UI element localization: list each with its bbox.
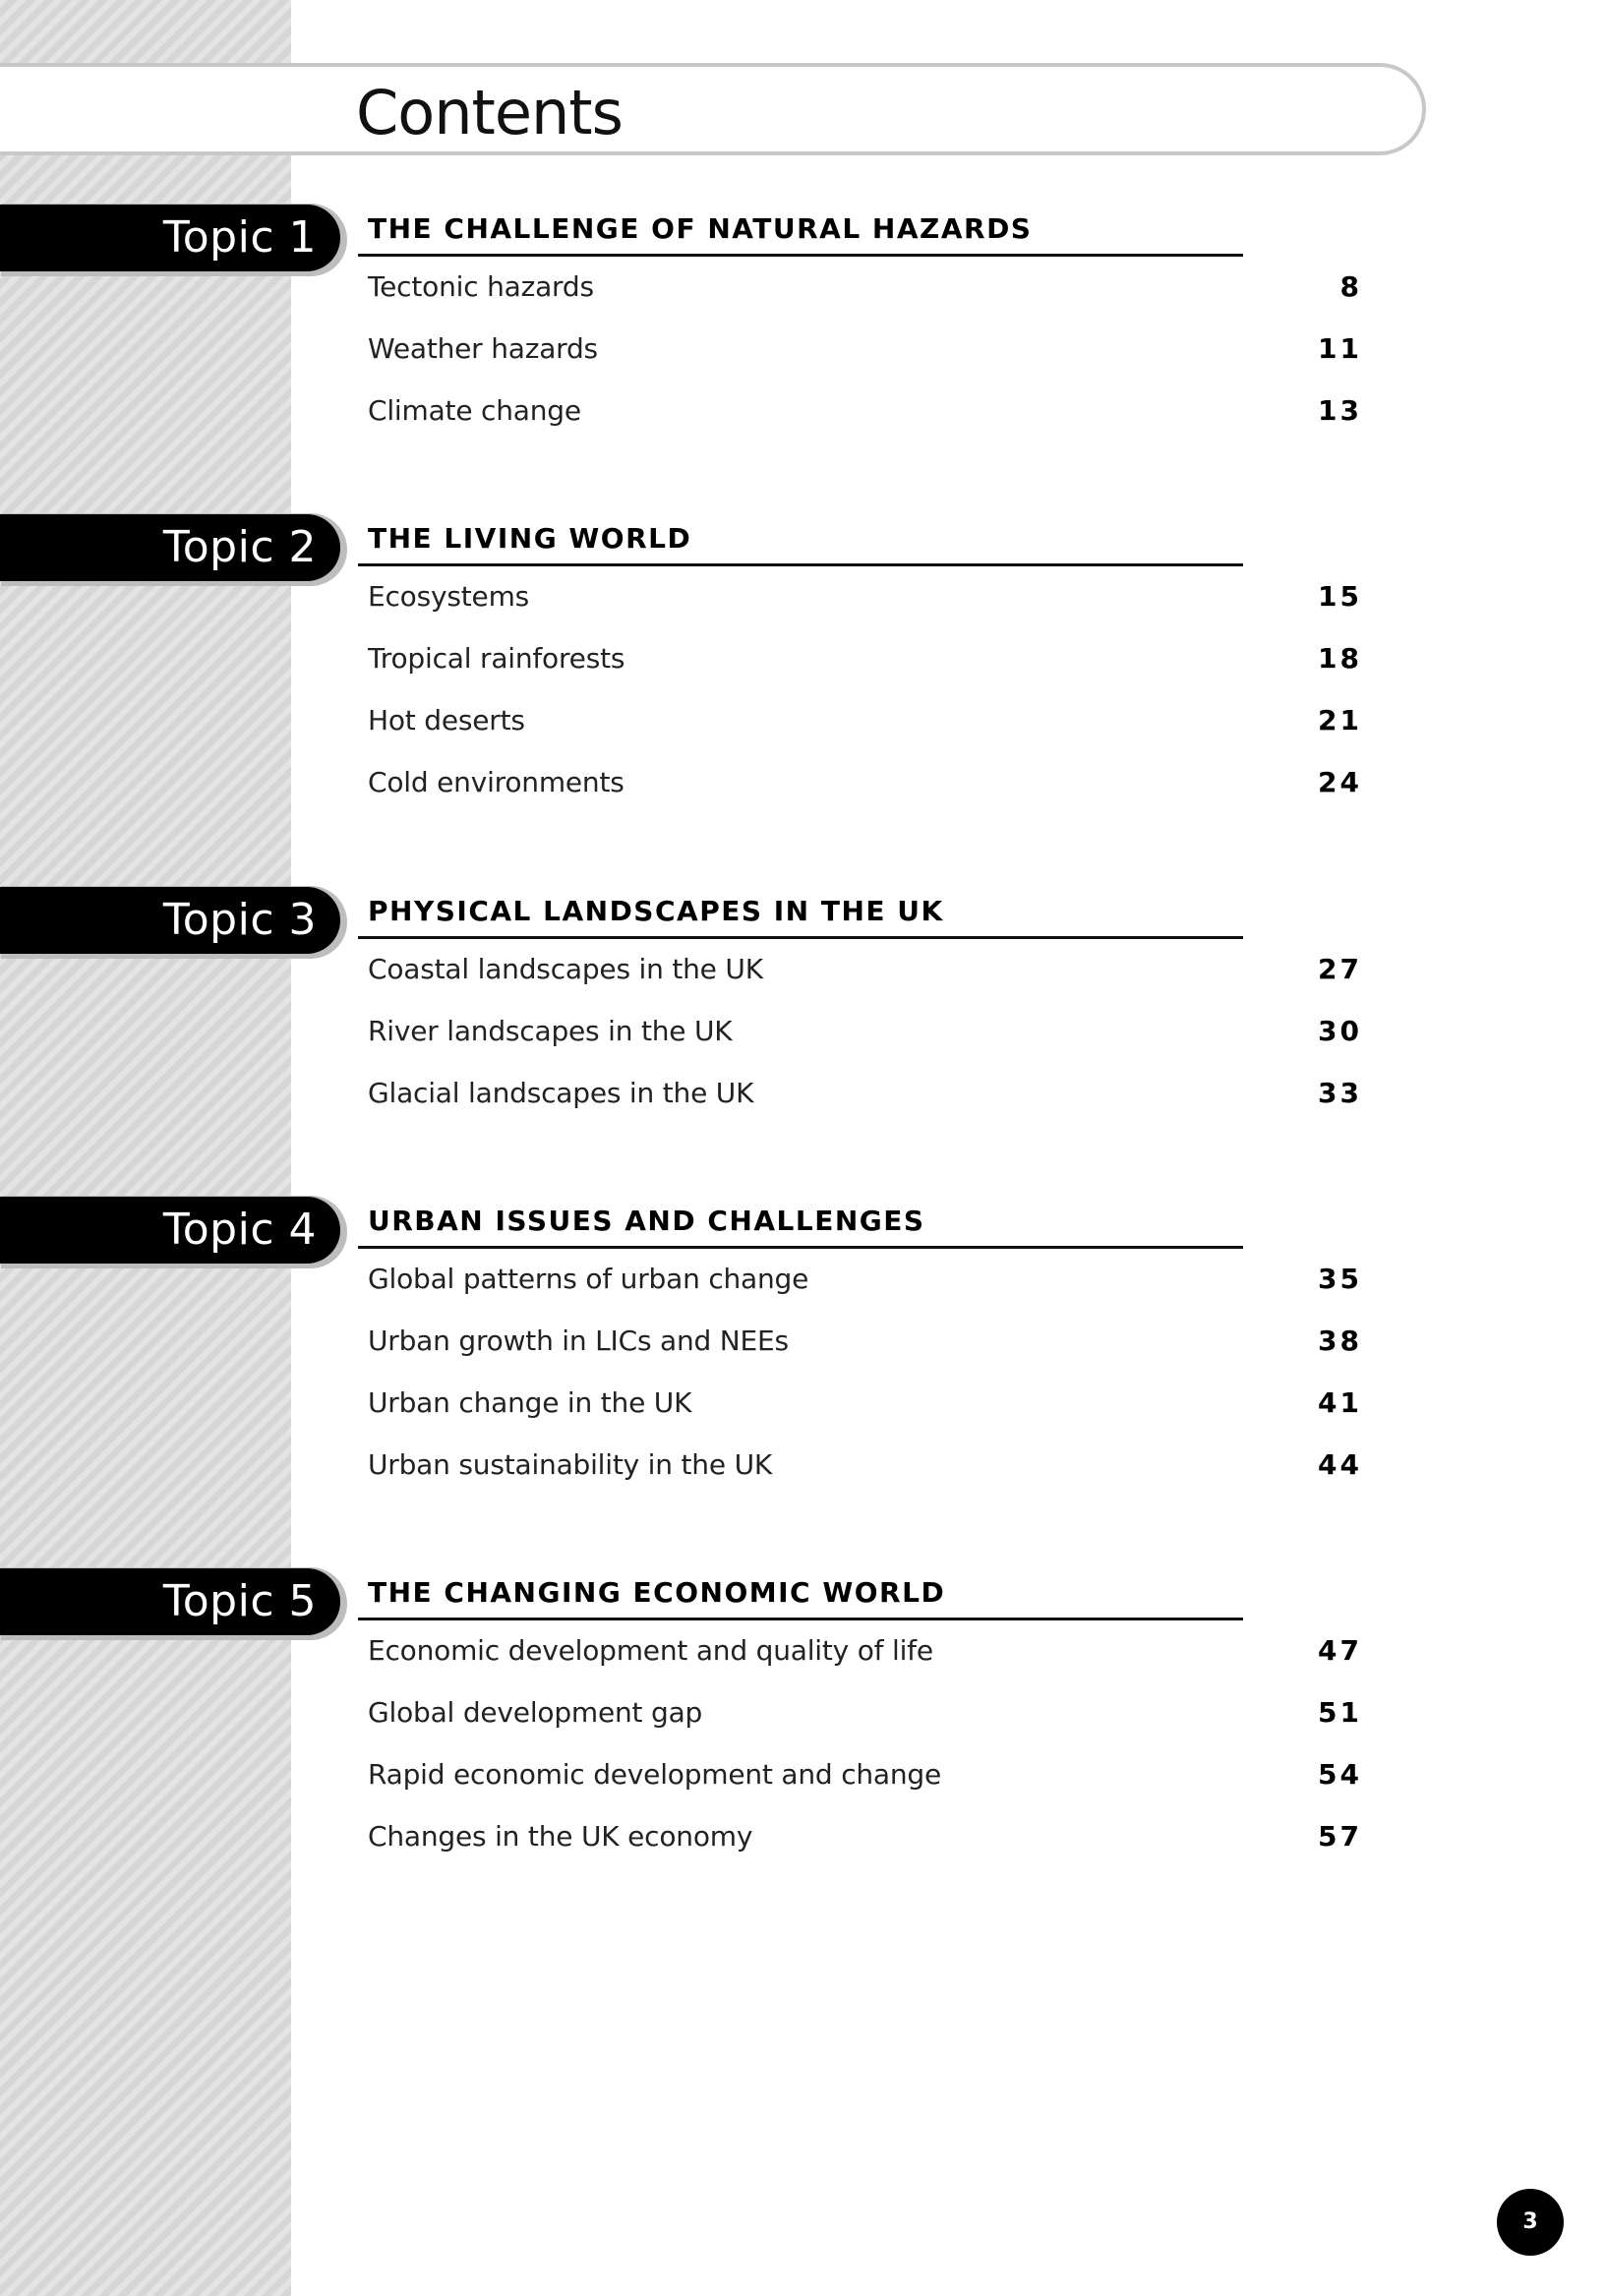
toc-entry[interactable] [0, 1322, 1367, 1371]
toc-entry[interactable] [0, 1631, 1367, 1680]
toc-entry[interactable] [0, 391, 1367, 441]
page-number-badge: 3 [1497, 2189, 1564, 2256]
toc-entry-page: 47 [1318, 1634, 1362, 1667]
topic-rule [358, 1246, 1243, 1249]
toc-entry-page: 30 [1318, 1015, 1362, 1047]
toc-entry-label: Rapid economic development and change [368, 1758, 942, 1791]
toc-entry-page: 18 [1318, 642, 1362, 675]
topic-tab-2[interactable] [0, 514, 340, 581]
topic-tab-label: Topic 5 [162, 1576, 317, 1626]
toc-entry-label: Weather hazards [368, 332, 598, 365]
toc-entry[interactable] [0, 1260, 1367, 1309]
topic-section-2 [0, 514, 1367, 798]
toc-entry[interactable] [0, 1074, 1367, 1123]
toc-entry-label: Ecosystems [368, 580, 530, 613]
toc-entry-label: Global patterns of urban change [368, 1263, 809, 1295]
toc-entry-label: Urban growth in LICs and NEEs [368, 1325, 789, 1357]
toc-entry-label: Tropical rainforests [368, 642, 625, 675]
toc-entry[interactable] [0, 763, 1367, 812]
title-bar [0, 63, 1426, 155]
toc-entry-page: 8 [1339, 270, 1362, 303]
toc-entry-label: Glacial landscapes in the UK [368, 1077, 754, 1109]
toc-entry[interactable] [0, 1693, 1367, 1742]
topic-heading[interactable]: THE CHANGING ECONOMIC WORLD [368, 1576, 946, 1609]
topic-section-3 [0, 887, 1367, 1143]
toc-entry[interactable] [0, 1012, 1367, 1061]
toc-entry-page: 38 [1318, 1325, 1362, 1357]
toc-entry-page: 24 [1318, 766, 1362, 798]
toc-entry-page: 41 [1318, 1386, 1362, 1419]
topic-rule [358, 563, 1243, 566]
topic-tab-label: Topic 3 [162, 895, 317, 945]
toc-entry-label: Cold environments [368, 766, 625, 798]
topic-rule [358, 936, 1243, 939]
toc-entry[interactable] [0, 1755, 1367, 1804]
toc-entry-label: Coastal landscapes in the UK [368, 953, 763, 985]
toc-entry[interactable] [0, 267, 1367, 317]
toc-entry-page: 54 [1318, 1758, 1362, 1791]
topic-tab-4[interactable] [0, 1197, 340, 1264]
topic-rule [358, 254, 1243, 257]
toc-entry[interactable] [0, 701, 1367, 750]
topic-tab-label: Topic 4 [162, 1205, 317, 1255]
toc-entry-page: 33 [1318, 1077, 1362, 1109]
toc-entry[interactable] [0, 1445, 1367, 1495]
toc-entry-page: 13 [1318, 394, 1362, 427]
toc-entry-page: 57 [1318, 1820, 1362, 1853]
toc-entry-label: Changes in the UK economy [368, 1820, 753, 1853]
topic-heading[interactable]: THE CHALLENGE OF NATURAL HAZARDS [368, 212, 1033, 245]
toc-entry-label: Economic development and quality of life [368, 1634, 933, 1667]
topic-section-5 [0, 1568, 1367, 1853]
toc-entry-label: Tectonic hazards [368, 270, 594, 303]
topic-heading[interactable]: URBAN ISSUES AND CHALLENGES [368, 1205, 925, 1237]
toc-entry-page: 15 [1318, 580, 1362, 613]
toc-entry-label: Global development gap [368, 1696, 703, 1729]
toc-entry[interactable] [0, 1817, 1367, 1866]
topic-tab-label: Topic 2 [162, 522, 317, 572]
toc-entry-page: 11 [1318, 332, 1362, 365]
topic-rule [358, 1618, 1243, 1620]
page-title: Contents [356, 77, 623, 148]
topic-tab-1[interactable] [0, 205, 340, 271]
toc-entry[interactable] [0, 639, 1367, 688]
toc-entry[interactable] [0, 577, 1367, 626]
topic-section-4 [0, 1197, 1367, 1481]
toc-entry-page: 44 [1318, 1448, 1362, 1481]
toc-entry-page: 35 [1318, 1263, 1362, 1295]
toc-entry-label: Hot deserts [368, 704, 525, 736]
toc-entry-page: 27 [1318, 953, 1362, 985]
topic-section-1 [0, 205, 1367, 460]
toc-entry-label: Urban change in the UK [368, 1386, 692, 1419]
toc-entry[interactable] [0, 1383, 1367, 1433]
topic-heading[interactable]: THE LIVING WORLD [368, 522, 692, 555]
toc-entry-label: Urban sustainability in the UK [368, 1448, 773, 1481]
topic-tab-label: Topic 1 [162, 212, 317, 263]
toc-entry-label: Climate change [368, 394, 581, 427]
topic-tab-3[interactable] [0, 887, 340, 954]
toc-entry[interactable] [0, 950, 1367, 999]
topic-heading[interactable]: PHYSICAL LANDSCAPES IN THE UK [368, 895, 944, 927]
toc-entry[interactable] [0, 329, 1367, 379]
toc-entry-page: 51 [1318, 1696, 1362, 1729]
toc-entry-page: 21 [1318, 704, 1362, 736]
toc-entry-label: River landscapes in the UK [368, 1015, 733, 1047]
topic-tab-5[interactable] [0, 1568, 340, 1635]
